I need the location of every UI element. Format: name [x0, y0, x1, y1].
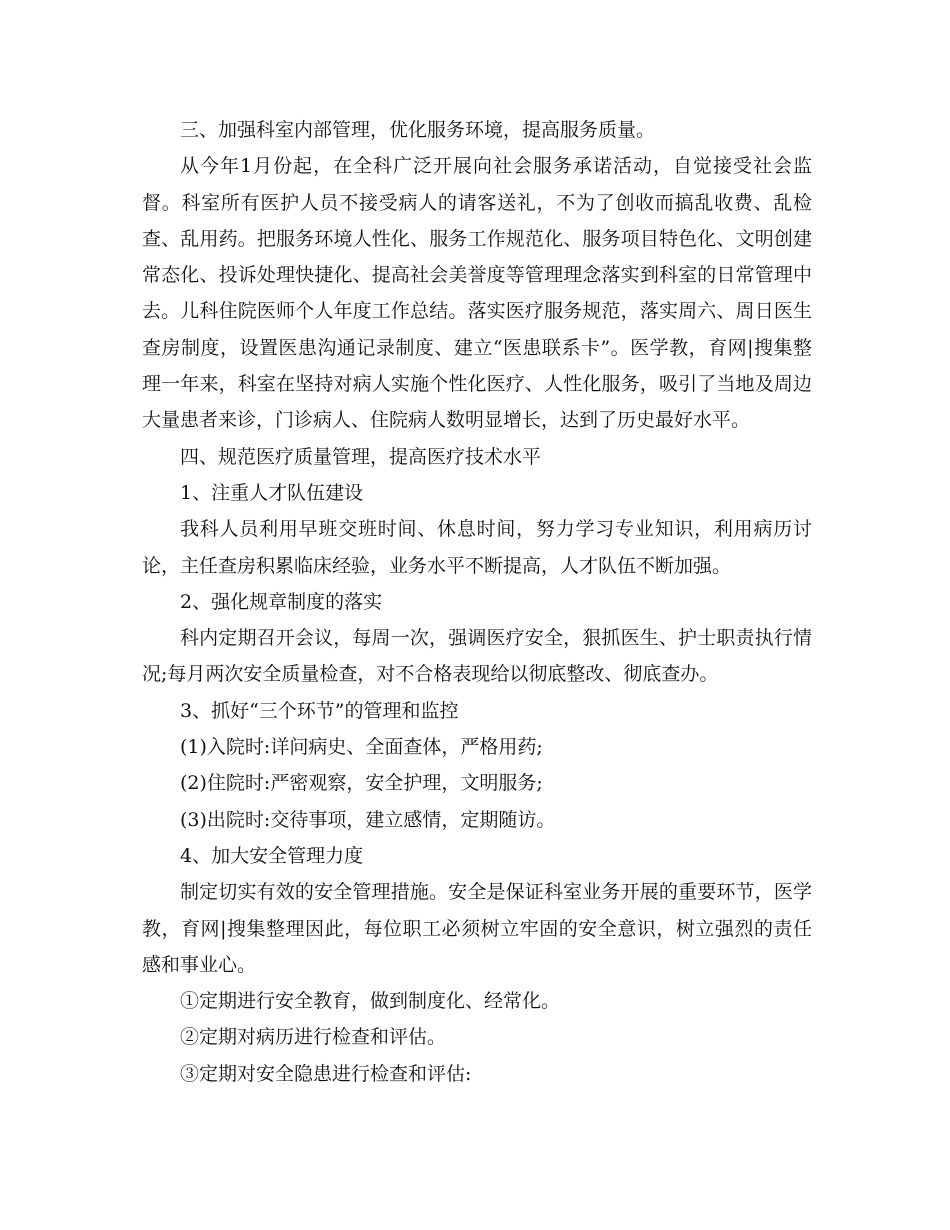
list-item-hospitalization: (2)住院时:严密观察，安全护理，文明服务;: [180, 772, 543, 795]
list-item-admission: (1)入院时:详问病史、全面查体，严格用药;: [180, 736, 543, 759]
document-body: [142, 112, 812, 1092]
list-item-safety-education: ①定期进行安全教育，做到制度化、经常化。: [180, 990, 561, 1013]
subheading-safety: 4、加大安全管理力度: [180, 844, 364, 867]
body-paragraph: 科内定期召开会议，每周一次，强调医疗安全，狠抓医生、护士职责执行情况;每月两次安全质量检查，对不合格表现给以彻底整改、彻底查办。: [142, 627, 812, 686]
list-item-discharge: (3)出院时:交待事项，建立感情，定期随访。: [180, 808, 556, 831]
subheading-three-stages: 3、抓好“三个环节”的管理和监控: [180, 699, 459, 722]
subheading-rules: 2、强化规章制度的落实: [180, 590, 383, 613]
section-heading-4: 四、规范医疗质量管理，提高医疗技术水平: [180, 445, 542, 468]
subheading-talent-team: 1、注重人才队伍建设: [180, 481, 364, 504]
body-paragraph: 我科人员利用早班交班时间、休息时间，努力学习专业知识，利用病历讨论，主任查房积累临床经验，业务水平不断提高，人才队伍不断加强。: [142, 518, 812, 577]
list-item-hazard-check: ③定期对安全隐患进行检查和评估:: [180, 1062, 472, 1085]
section-heading-3: 三、加强科室内部管理，优化服务环境，提高服务质量。: [180, 119, 656, 141]
body-paragraph: 从今年1月份起，在全科广泛开展向社会服务承诺活动，自觉接受社会监督。科室所有医护人员不接受病人的请客送礼，不为了创收而搞乱收费、乱检查、乱用药。把服务环境人性化、服务工作规范化、服务项目特色化、文明创建常态化、投诉处理快捷化、提高社会美誉度等管理理念落实到科室的日常管理中去。儿科住院医师个人年度工作总结。落实医疗服务规范，落实周六、周日医生查房制度，设置医患沟通记录制度、建立“医患联系卡”。医学教，育网|搜集整理一年来，科室在坚持对病人实施个性化医疗、人性化服务，吸引了当地及周边大量患者来诊，门诊病人、住院病人数明显增长，达到了历史最好水平。: [142, 155, 812, 432]
list-item-record-check: ②定期对病历进行检查和评估。: [180, 1026, 447, 1049]
body-paragraph: 制定切实有效的安全管理措施。安全是保证科室业务开展的重要环节，医学教，育网|搜集整理因此，每位职工必须树立牢固的安全意识，树立强烈的责任感和事业心。: [142, 881, 812, 976]
